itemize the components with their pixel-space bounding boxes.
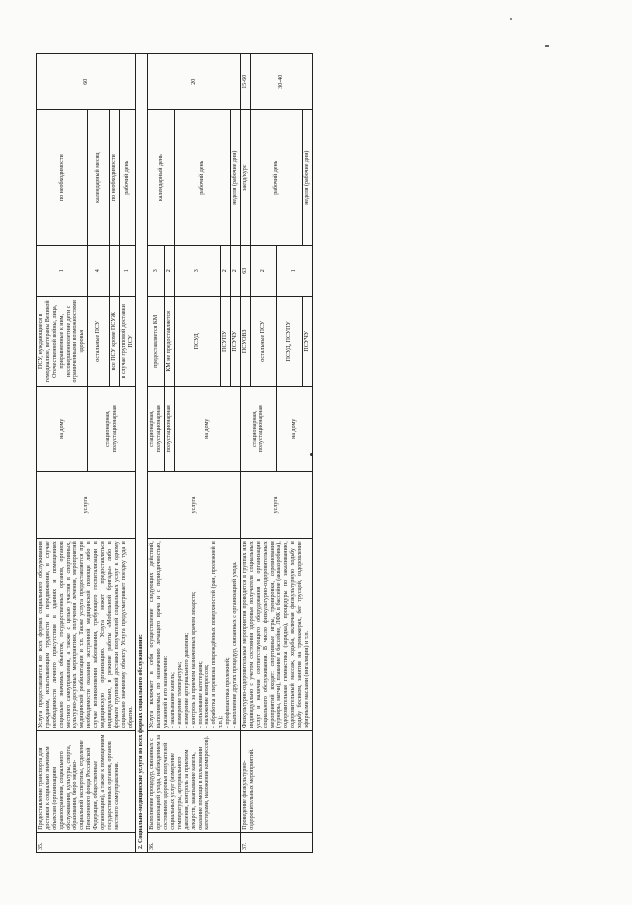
scan-speck: [510, 18, 512, 20]
service-form: стационарная, полустационарная: [88, 386, 136, 471]
recipient-category: ПСУПУ: [221, 296, 231, 386]
volume-value: 1: [276, 245, 312, 296]
description-line: - контроль за приемом назначенных врачом лекарств;: [190, 590, 197, 728]
row-number: 35.: [37, 832, 136, 852]
volume-value: [109, 245, 119, 296]
period-value: календарный день: [148, 109, 175, 244]
recipient-category: в случае групповой доставки ПСУ: [119, 296, 136, 386]
volume-value: 2: [231, 245, 241, 296]
table-row: [148, 53, 165, 852]
service-form: на дому: [37, 386, 88, 471]
period-value: по необходимости: [109, 109, 119, 244]
volume-value: 2: [250, 245, 276, 296]
service-name: Проведение физкультурно-оздоровительных мероприятий.: [240, 730, 312, 832]
service-form: полустационарная: [165, 386, 175, 471]
service-unit: услуга: [148, 471, 241, 539]
duration-value: 60: [37, 53, 136, 109]
service-description: Услуга предоставляется во всех формах социального обслуживания гражданам, испытывающим трудности в передвижении, в случае необходимости личного присутствия в зданиях и помещениях социально значимых объектов, государственных органов, органов местного самоуправления, а также с целью участия в спортивных, культурно-досуговых мероприятиях, получения лечения, мероприятий медицинской реабилитации и т.п. Также услуга предоставляется при необходимости оказания экстренной медицинской помощи либо в случае возникновения заболевания, требующего госпитализации в медицинскую организацию. Услуга может предоставляться индивидуально, в режиме работы «Мобильной бригады» либо в формате групповой доставки получателей социальных услуг к одному социально значимому объекту. Услуга предусматривает поездку туда и обратно.: [37, 538, 136, 730]
volume-value: 3: [148, 245, 165, 296]
row-number: 36.: [148, 832, 241, 852]
description-line: - выполнение других процедур, связанных с организацией ухода.: [232, 560, 239, 728]
volume-value: 1: [119, 245, 136, 296]
service-name: Выполнение процедур, связанных с организацией ухода, наблюдением за состоянием здоровья получателей социальных услуг (измерение температуры, артериального давления, контроль за приемом лекарств, закапывание капель, оказание помощи в пользовании катетерами, наложение компрессов).: [148, 730, 241, 832]
duration-value: 20: [148, 53, 241, 109]
recipient-category: ПСУД: [175, 296, 221, 386]
recipient-category: ПСУОВЗ: [240, 296, 250, 386]
period-value: календарный месяц: [88, 109, 110, 244]
row-number: 37.: [240, 832, 312, 852]
volume-value: 4: [88, 245, 110, 296]
volume-value: 2: [221, 245, 231, 296]
duration-value: 30-40: [250, 53, 312, 109]
scan-speck: [545, 45, 549, 47]
service-description: [148, 538, 241, 730]
table-row: [37, 53, 88, 852]
volume-value: 1: [37, 245, 88, 296]
section-heading: 2. Социально-медицинские услуги во всех формах социального обслуживания:: [136, 53, 148, 852]
service-form: стационарная, полустационарная: [240, 386, 276, 471]
recipient-category: КМ не предоставляется: [165, 296, 175, 386]
description-line: - наложение компрессов;: [204, 663, 211, 728]
description-line: - пользование катетерами;: [197, 660, 204, 728]
period-value: рабочий день: [175, 109, 231, 244]
recipient-category: ПСУЧУ: [302, 296, 312, 386]
period-value: по необходимости: [37, 109, 88, 244]
recipient-category: остальные ПСУ: [88, 296, 110, 386]
description-line: - профилактика пролежней;: [225, 656, 232, 728]
volume-value: 3: [175, 245, 221, 296]
recipient-category: ПСУЧУ: [231, 296, 241, 386]
recipient-category: ПСУД, ПСУПУ: [276, 296, 302, 386]
description-line: - обработка и перевязка повреждённых поверхностей (ран, пролежней и т.п.);: [211, 540, 225, 728]
recipient-category: остальные ПСУ: [250, 296, 276, 386]
service-name: Предоставление транспорта для доставки к социально значимым объектам (организациям здравоохранения, социального обслуживания, культуры, спорта, образования, бюро медико-социальной экспертизы, отделение Пенсионного фонда Российской Федерации, общественные организации), а также к помещениям государственных органов, органов местного самоуправления.: [37, 730, 136, 832]
service-unit: услуга: [240, 471, 312, 539]
service-form: на дому: [276, 386, 312, 471]
description-line: - измерение артериального давления;: [183, 632, 190, 728]
recipient-category: предоставляется КМ: [148, 296, 165, 386]
period-value: неделя (рабочие дни): [302, 109, 312, 244]
recipient-category: все ПСУ кроме ПСУЖ: [109, 296, 119, 386]
table-row: [136, 53, 148, 852]
volume-value: 2: [165, 245, 175, 296]
services-table: [36, 53, 313, 853]
description-line: Услуга включает в себя осуществление следующих действий, выполняемых по назначению лечащего врача и с периодичностью, указанной в его назначении:: [149, 540, 170, 728]
service-form: на дому: [175, 386, 241, 471]
service-description: Физкультурно-оздоровительные мероприятия проводятся в группах или индивидуально с учетом состояния здоровья получателя социальных услуг и наличия соответствующего оборудования в организации социального обслуживания. В число физкультурно-оздоровительных мероприятий входят: спортивные игры, тренировки, соревнования (турниры, матчи), плавание в бассейне, ЛФК в бассейне (аквааэробика), оздоровительная гимнастика (зарядка), процедуры по закаливанию, оздоровительный массаж, ходьба, включая физкультурную ходьбу и ходьбу босиком, занятия на тренажерах, бег трусцой, оздоровление эфирными маслами (ингаляции) и т.п.: [240, 538, 312, 730]
volume-value: 63: [240, 245, 250, 296]
duration-value: 15-60: [240, 53, 250, 109]
service-form: стационарная, полустационарная: [148, 386, 165, 471]
period-value: неделя (рабочие дни): [231, 109, 241, 244]
recipient-category: ПСУ, нуждающиеся в гемодиализе, ветераны Великой Отечественной войны, лица, приравненные к ним, несовершеннолетние дети с ограниченными возможностями здоровья: [37, 296, 88, 386]
period-value: рабочий день: [250, 109, 302, 244]
service-unit: услуга: [37, 471, 136, 539]
description-line: - закапывание капель;: [170, 671, 177, 728]
description-line: - измерение температуры;: [176, 661, 183, 728]
period-value: рабочий день: [119, 109, 136, 244]
table-row: [240, 53, 250, 852]
period-value: заезд/курс: [240, 109, 250, 244]
rotated-table-container: [36, 53, 596, 853]
